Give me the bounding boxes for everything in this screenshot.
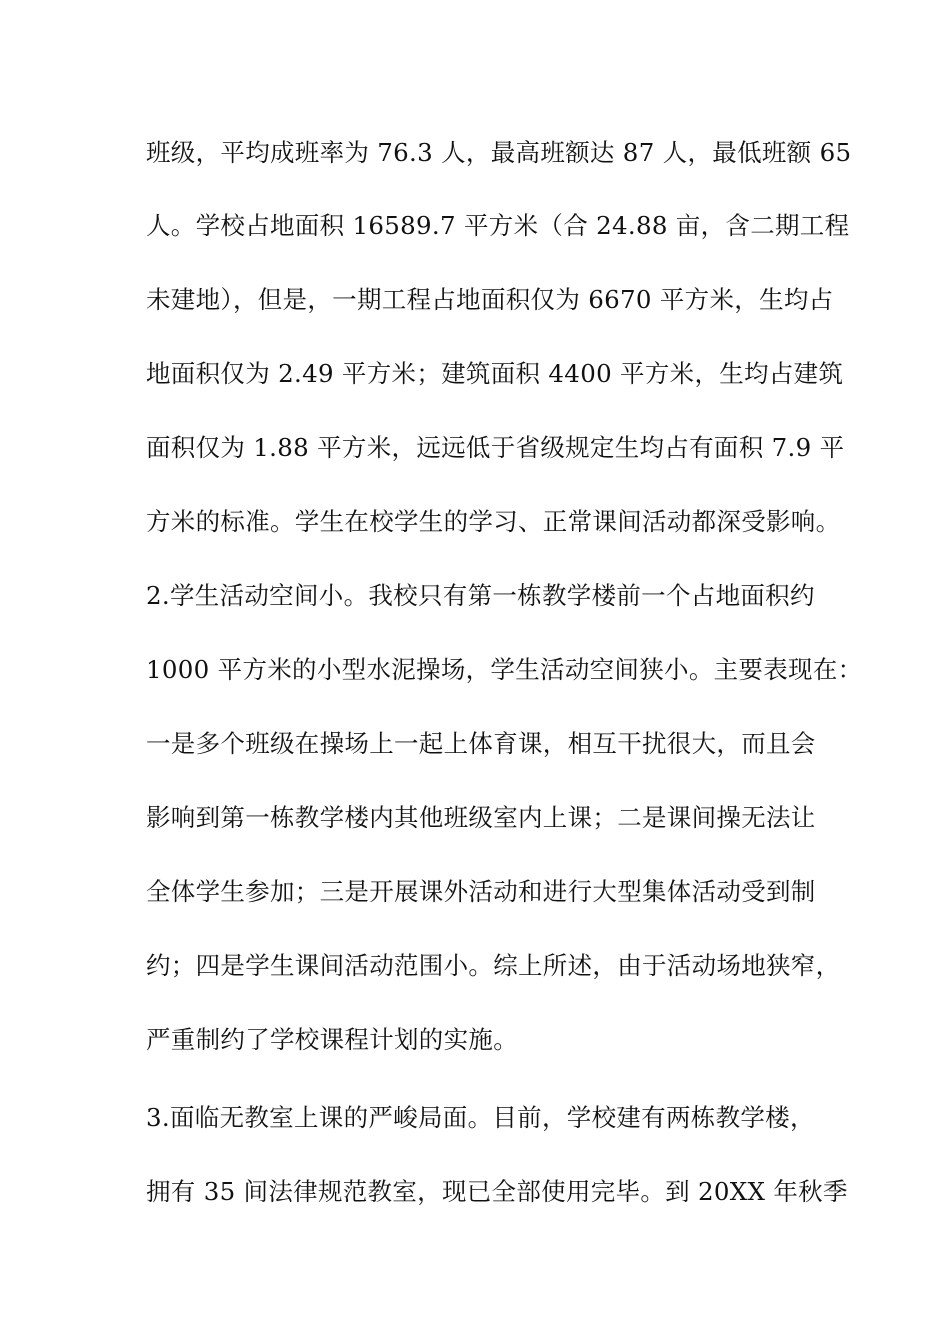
text-line: 3.面临无教室上课的严峻局面。目前，学校建有两栋教学楼， [146, 1103, 815, 1132]
text-line: 2.学生活动空间小。我校只有第一栋教学楼前一个占地面积约 [146, 581, 815, 610]
text-line: 影响到第一栋教学楼内其他班级室内上课；二是课间操无法让 [146, 803, 816, 832]
text-line: 地面积仅为 2.49 平方米；建筑面积 4400 平方米，生均占建筑 [146, 359, 844, 388]
text-line: 方米的标准。学生在校学生的学习、正常课间活动都深受影响。 [146, 507, 841, 536]
text-line: 全体学生参加；三是开展课外活动和进行大型集体活动受到制 [146, 877, 816, 906]
text-line: 严重制约了学校课程计划的实施。 [146, 1025, 518, 1054]
text-line: 约；四是学生课间活动范围小。综上所述，由于活动场地狭窄， [146, 951, 841, 980]
text-line: 一是多个班级在操场上一起上体育课，相互干扰很大，而且会 [146, 729, 816, 758]
text-line: 班级，平均成班率为 76.3 人，最高班额达 87 人，最低班额 65 [146, 138, 852, 167]
text-line: 1000 平方米的小型水泥操场，学生活动空间狭小。主要表现在： [146, 655, 863, 684]
text-line: 未建地），但是，一期工程占地面积仅为 6670 平方米，生均占 [146, 285, 834, 314]
text-line: 人。学校占地面积 16589.7 平方米（合 24.88 亩，含二期工程 [146, 211, 850, 240]
text-line: 面积仅为 1.88 平方米，远远低于省级规定生均占有面积 7.9 平 [146, 433, 845, 462]
text-line: 拥有 35 间法律规范教室，现已全部使用完毕。到 20XX 年秋季 [146, 1177, 848, 1206]
